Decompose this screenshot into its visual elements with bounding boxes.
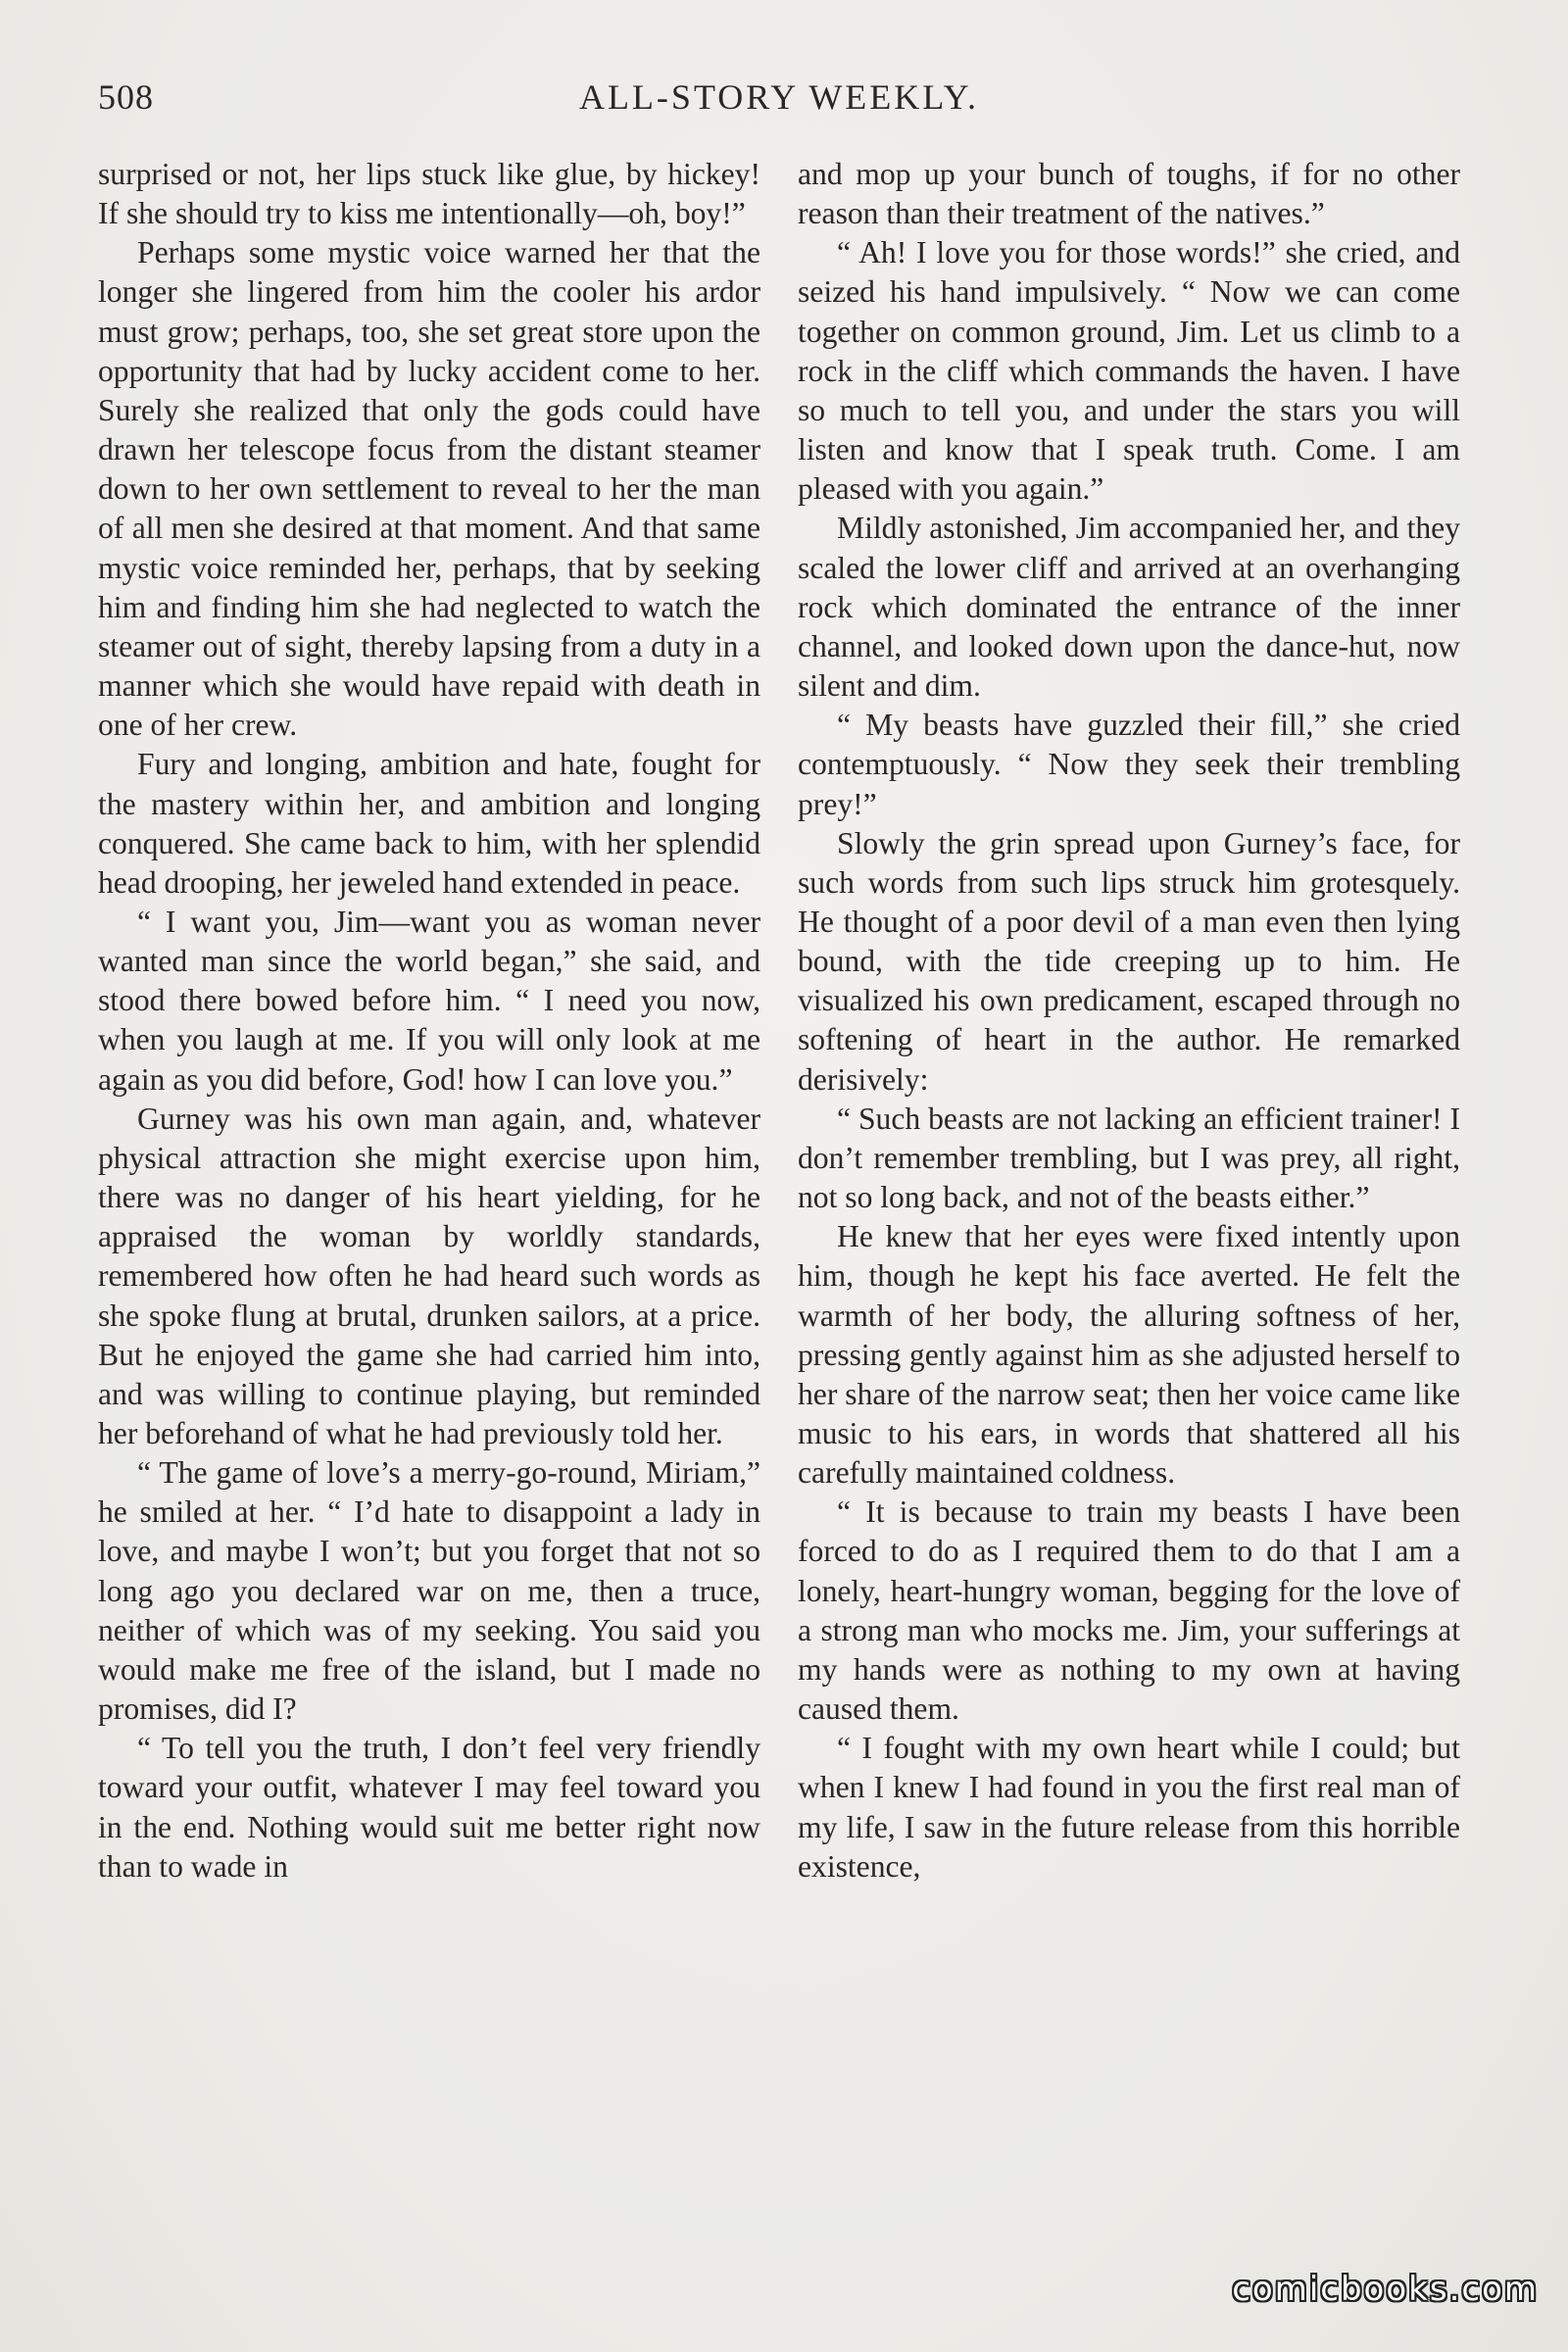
paragraph: Mildly astonished, Jim accompanied her, and they scaled the lower cliff and arrived at an overhanging rock which dominated the entrance of the inner channel, and looked down upon the dance-hut, now silent and dim. <box>798 511 1460 704</box>
page-number: 508 <box>98 77 154 117</box>
site-watermark: comicbooks.com <box>1232 2270 1539 2309</box>
paragraph: surprised or not, her lips stuck like glue, by hickey! If she should try to kiss me intentionally—oh, boy!” <box>98 157 760 231</box>
page-header <box>98 76 1460 125</box>
paragraph: “ It is because to train my beasts I have been forced to do as I required them to do that I am a lonely, heart-hungry woman, begging for the love of a strong man who mocks me. Jim, your sufferings at my hands were as nothing to my own at having caused them. <box>798 1494 1460 1727</box>
paragraph: Perhaps some mystic voice warned her that the longer she lingered from him the cooler his ardor must grow; perhaps, too, she set great store upon the opportunity that had by lucky accident come to her. Surely she realized that only the gods could have drawn her telescope focus from the distant steamer down to her own settlement to reveal to her the man of all men she desired at that moment. And that same mystic voice reminded her, perhaps, that by seeking him and finding him she had neglected to watch the steamer out of sight, thereby lapsing from a duty in a manner which she would have repaid with death in one of her crew. <box>98 235 760 743</box>
paragraph: “ Such beasts are not lacking an efficient trainer! I don’t remember trembling, but I was prey, all right, not so long back, and not of the beasts either.” <box>798 1101 1460 1215</box>
paragraph: Slowly the grin spread upon Gurney’s face, for such words from such lips struck him grotesquely. He thought of a poor devil of a man even then lying bound, with the tide creeping up to him. He visualized his own predicament, escaped through no softening of heart in the author. He remarked derisively: <box>798 825 1460 1097</box>
paragraph: Gurney was his own man again, and, whatever physical attraction she might exercise upon him, there was no danger of his heart yielding, for he appraised the woman by worldly standards, remembered how often he had heard such words as she spoke flung at brutal, drunken sailors, at a price. But he enjoyed the game she had carried him into, and was willing to continue playing, but reminded her beforehand of what he had previously told her. <box>98 1101 760 1450</box>
paragraph: Fury and longing, ambition and hate, fought for the mastery within her, and ambition and longing conquered. She came back to him, with her splendid head drooping, her jeweled hand extended in peace. <box>98 747 760 900</box>
paragraph: “ Ah! I love you for those words!” she cried, and seized his hand impulsively. “ Now we can come together on common ground, Jim. Let us climb to a rock in the cliff which commands the haven. I have so much to tell you, and under the stars you will listen and know that I speak truth. Come. I am pleased with you again.” <box>798 235 1460 507</box>
paragraph: and mop up your bunch of toughs, if for no other reason than their treatment of the natives.” <box>798 157 1460 231</box>
paragraph: “ The game of love’s a merry-go-round, Miriam,” he smiled at her. “ I’d hate to disappoint a lady in love, and maybe I won’t; but you forget that not so long ago you declared war on me, then a truce, neither of which was of my seeking. You said you would make me free of the island, but I made no promises, did I? <box>98 1455 760 1727</box>
left-column <box>98 155 760 1886</box>
paragraph: “ I fought with my own heart while I could; but when I knew I had found in you the first real man of my life, I saw in the future release from this horrible existence, <box>798 1731 1460 1884</box>
paragraph: “ I want you, Jim—want you as woman never wanted man since the world began,” she said, and stood there bowed before him. “ I need you now, when you laugh at me. If you will only look at me again as you did before, God! how I can love you.” <box>98 904 760 1097</box>
paragraph: He knew that her eyes were fixed intently upon him, though he kept his face averted. He felt the warmth of her body, the alluring softness of her, pressing gently against him as she adjusted herself to her share of the narrow seat; then her voice came like music to his ears, in words that shattered all his carefully maintained coldness. <box>798 1219 1460 1491</box>
paragraph: “ My beasts have guzzled their fill,” she cried contemptuously. “ Now they seek their trembling prey!” <box>798 708 1460 821</box>
right-column <box>798 155 1460 1886</box>
running-title: ALL-STORY WEEKLY. <box>578 77 980 117</box>
paragraph: “ To tell you the truth, I don’t feel very friendly toward your outfit, whatever I may feel toward you in the end. Nothing would suit me better right now than to wade in <box>98 1731 760 1884</box>
